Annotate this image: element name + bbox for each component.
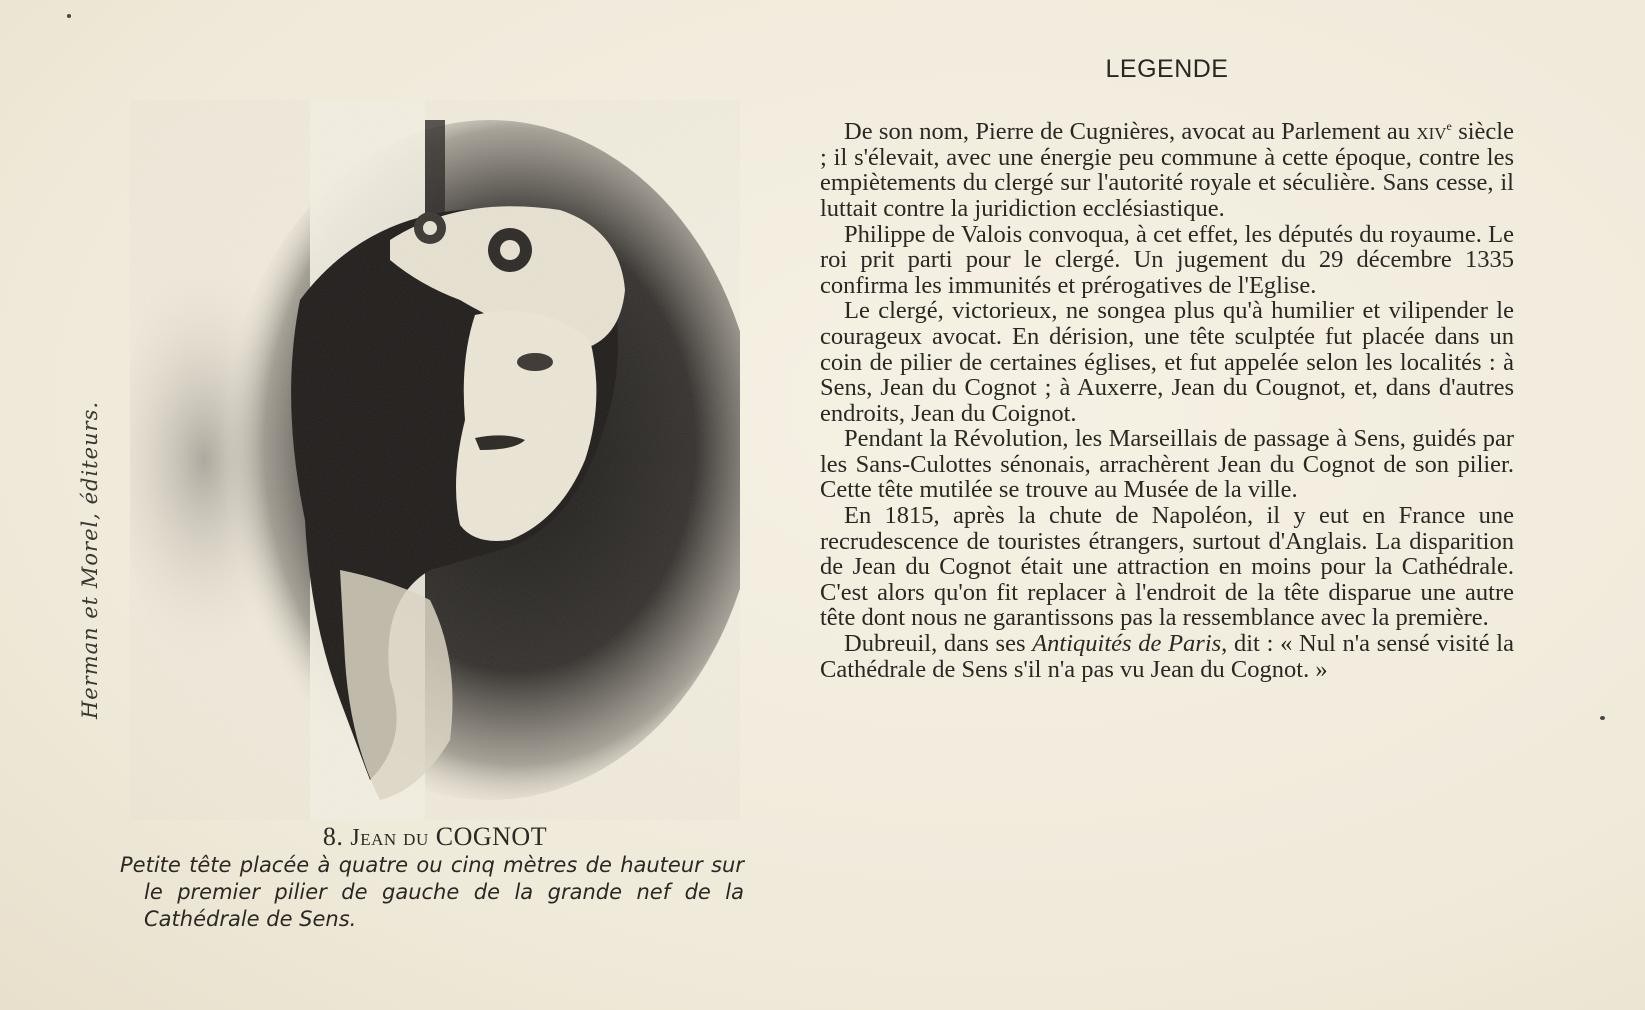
legend-paragraph: Le clergé, victorieux, ne songea plus qu'à humilier et vilipender le courageux avocat. En dérision, une tête sculptée fut placée dans un coin de pilier de certaines églises, et fut appelée selon les localités : à Sens, Jean du Cognot ; à Auxerre, Jean du Cougnot, et, dans d'autres endroits, Jean du Coignot. <box>820 297 1514 427</box>
book-title: Antiquités de Paris <box>1032 630 1222 658</box>
legend-paragraph: En 1815, après la chute de Napoléon, il y eut en France une recrudescence de touristes étrangers, surtout d'Anglais. La disparition de Jean du Cognot était une attraction en moins pour la Cathédrale. C'est alors qu'on fit replacer à l'endroit de la tête disparue une autre tête dont nous ne garantissons pas la ressemblance avec la première. <box>820 502 1514 632</box>
caption-title <box>140 822 730 852</box>
legend-paragraph: Pendant la Révolution, les Marseillais de passage à Sens, guidés par les Sans-Culottes sénonais, arrachèrent Jean du Cognot de son pilier. Cette tête mutilée se trouve au Musée de la ville. <box>820 425 1514 504</box>
century-superscript: e <box>1446 119 1452 133</box>
legend-paragraph <box>820 114 1514 222</box>
legend-paragraph: Philippe de Valois convoqua, à cet effet, les députés du royaume. Le roi prit parti pour le clergé. Un jugement du 29 décembre 1335 confirma les immunités et prérogatives de l'Eglise. <box>820 220 1514 299</box>
publisher-credit: Herman et Morel, éditeurs. <box>78 400 102 720</box>
legend-text: De son nom, Pierre de Cugnières, avocat au Parlement au <box>844 118 1417 146</box>
photo-caption <box>120 822 744 933</box>
paper-speck <box>1600 716 1605 720</box>
caption-number: 8. <box>322 822 344 851</box>
caption-description: Petite tête placée à quatre ou cinq mètres de hauteur sur le premier pilier de gauche de la grande nef de la Cathédrale de Sens. <box>120 853 744 931</box>
paper-speck <box>67 14 71 18</box>
century-numeral: xiv <box>1416 118 1447 146</box>
legend-text: siècle ; il s'élevait, avec une énergie peu commune à cette époque, contre les empiètements du clergé sur l'autorité royale et séculière. Sans cesse, il luttait contre la juridiction ecclésiastique. <box>820 118 1514 222</box>
legend-text: Dubreuil, dans ses <box>844 630 1033 658</box>
legend-text: , dit : « Nul n'a sensé visité la Cathédrale de Sens s'il n'a pas vu Jean du Cognot. » <box>820 630 1514 683</box>
sculpted-head-photo <box>130 100 740 820</box>
legend-paragraph <box>820 631 1514 682</box>
legend-title: LEGENDE <box>1105 55 1229 83</box>
caption-name-caps: COGNOT <box>435 822 548 851</box>
legend-body <box>820 114 1514 682</box>
caption-name-smallcaps: Jean du <box>350 825 429 851</box>
legend-section <box>820 55 1514 682</box>
